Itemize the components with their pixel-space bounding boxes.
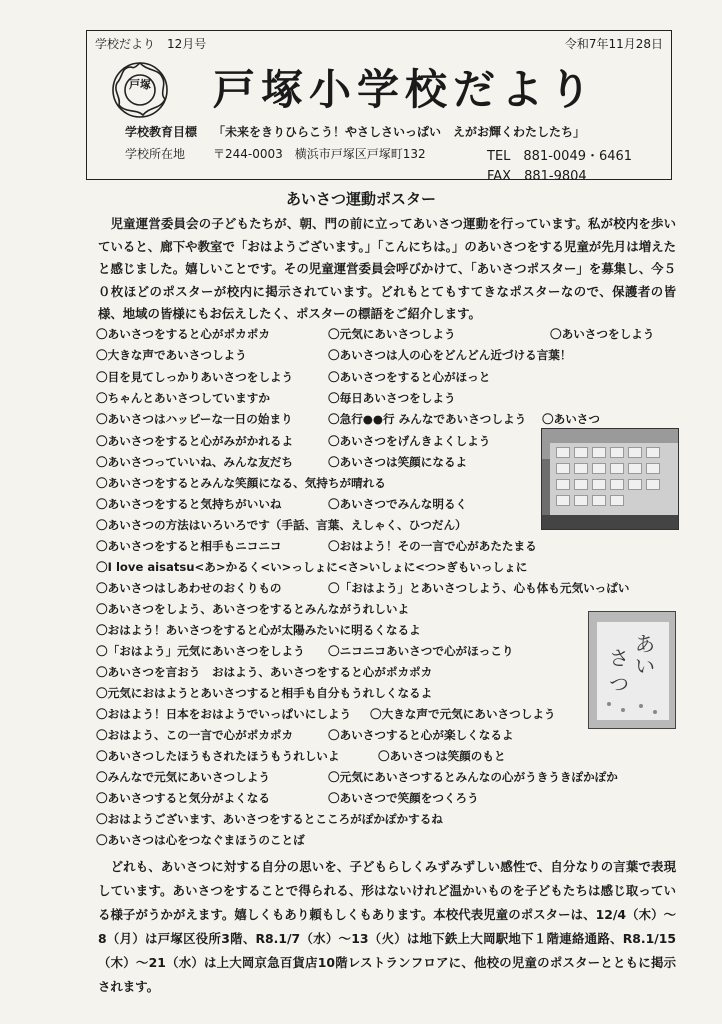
poster-thumb bbox=[610, 479, 624, 490]
poster-thumb bbox=[574, 495, 588, 506]
slogan-item: 〇I love aisatsu<あ>かるく<い>っしょに<さ>いしょに<つ>ぎもいっしょに bbox=[96, 560, 528, 574]
poster-thumb bbox=[646, 463, 660, 474]
poster-glyph: い bbox=[635, 654, 655, 678]
poster-decoration bbox=[653, 710, 657, 714]
slogan-item: 〇あいさつを言おう おはよう、あいさつをすると心がポカポカ bbox=[96, 665, 433, 679]
fax: FAX 881-9804 bbox=[487, 169, 587, 184]
poster-thumb bbox=[556, 479, 570, 490]
poster-thumb bbox=[556, 463, 570, 474]
poster-glyph: さ bbox=[609, 646, 629, 670]
slogan-item: 〇毎日あいさつをしよう bbox=[328, 391, 456, 405]
poster-decoration bbox=[621, 708, 625, 712]
slogan-item: 〇元気にあいさつするとみんなの心がうきうきぽかぽか bbox=[328, 770, 618, 784]
poster-glyph: あ bbox=[635, 632, 655, 656]
slogan-item: 〇あいさつをすると心がポカポカ bbox=[96, 327, 270, 341]
emblem-text: 戸塚 bbox=[129, 78, 151, 91]
slogan-item: 〇「おはよう」元気にあいさつをしよう bbox=[96, 644, 305, 658]
slogan-item: 〇ニコニコあいさつで心がほっこり bbox=[328, 644, 514, 658]
article-title: あいさつ運動ポスター bbox=[285, 190, 436, 208]
goal-label: 学校教育目標 bbox=[125, 125, 198, 139]
slogan-item: 〇あいさつっていいね、みんな友だち bbox=[96, 455, 293, 469]
issue-label: 学校だより 12月号 bbox=[95, 37, 207, 51]
poster-decoration bbox=[639, 704, 643, 708]
poster-thumb bbox=[556, 495, 570, 506]
poster-thumb bbox=[574, 447, 588, 458]
poster-thumb bbox=[646, 447, 660, 458]
slogan-item: 〇大きな声であいさつしよう bbox=[96, 348, 247, 362]
photo-floor bbox=[542, 515, 679, 530]
newsletter-title: 戸塚小学校だより bbox=[213, 65, 598, 114]
article-intro: 児童運営委員会の子どもたちが、朝、門の前に立ってあいさつ運動を行っています。私が校内を歩いていると、廊下や教室で「おはようございます。」「こんにちは。」のあいさつをする児童が先月は増えたと感じました。嬉しいことです。その児童運営委員会呼びかけて、「あいさつポスター」を募集し、今５０枚ほどのポスターが校内に掲示されています。どれもとてもすてきなポスターなので、保護者の皆様、地域の皆様にもお伝えしたく、ポスターの標語をご紹介します。 bbox=[98, 216, 676, 321]
address-label: 学校所在地 bbox=[125, 147, 186, 161]
poster-thumb bbox=[628, 479, 642, 490]
slogan-item: 〇みんなで元気にあいさつしよう bbox=[96, 770, 270, 784]
slogan-item: 〇あいさつをすると相手もニコニコ bbox=[96, 539, 282, 553]
slogan-item: 〇元気にあいさつしよう bbox=[328, 327, 456, 341]
slogan-item: 〇おはよう！あいさつをすると心が太陽みたいに明るくなるよ bbox=[96, 623, 421, 637]
poster-thumb bbox=[592, 463, 606, 474]
hallway-poster-wall-photo bbox=[541, 428, 679, 530]
slogan-item: 〇あいさつすると気分がよくなる bbox=[96, 791, 270, 805]
slogan-item: 〇あいさつをすると心がみがかれるよ bbox=[96, 434, 294, 448]
slogan-item: 〇元気におはようとあいさつすると相手も自分もうれしくなるよ bbox=[96, 686, 433, 700]
slogan-item: 〇あいさつ bbox=[542, 412, 600, 426]
issue-date: 令和7年11月28日 bbox=[564, 37, 663, 51]
poster-thumb bbox=[574, 463, 588, 474]
slogan-item: 〇あいさつをしよう bbox=[550, 327, 655, 341]
slogan-item: 〇ちゃんとあいさつしていますか bbox=[96, 391, 270, 405]
slogan-item: 〇あいさつをすると気持ちがいいね bbox=[96, 497, 282, 511]
slogan-item: 〇あいさつをするとみんな笑顔になる、気持ちが晴れる bbox=[96, 476, 386, 490]
aisatsu-poster-photo bbox=[588, 611, 676, 729]
slogan-item: 〇あいさつはハッピーな一日の始まり bbox=[96, 412, 293, 426]
slogan-item: 〇目を見てしっかりあいさつをしよう bbox=[96, 370, 294, 384]
poster-thumb bbox=[592, 479, 606, 490]
slogan-item: 〇あいさつをすると心がほっと bbox=[328, 370, 491, 384]
goal-text: 「未来をきりひらこう！やさしさいっぱい えがお輝くわたしたち」 bbox=[213, 125, 586, 139]
article-closing: どれも、あいさつに対する自分の思いを、子どもらしくみずみずしい感性で、自分なりの言葉で表現しています。あいさつをすることで得られる、形はないけれど温かいものを子どもたちは感じ取っている様子がうかがえます。嬉しくもあり頼もしくもあります。本校代表児童のポスターは、12/4（木）～8（月）は戸塚区役所3階、R8.1/7（水）～13（火）は地下鉄上大岡駅地下１階連絡通路、R8.1/15（木）～21（水）は上大岡京急百貨店10階レストランフロアに、他校の児童のポスターとともに掲示されます。 bbox=[98, 859, 676, 994]
slogan-item: 〇あいさつしたほうもされたほうもうれしいよ bbox=[96, 749, 340, 763]
slogan-item: 〇あいさつでみんな明るく bbox=[328, 497, 468, 511]
address-text: 〒244-0003 横浜市戸塚区戸塚町132 bbox=[213, 147, 426, 161]
slogan-item: 〇あいさつは心をつなぐまほうのことば bbox=[96, 833, 305, 847]
poster-thumb bbox=[556, 447, 570, 458]
slogan-item: 〇「おはよう」とあいさつしよう、心も体も元気いっぱい bbox=[328, 581, 630, 595]
slogan-item: 〇おはよう！その一言で心があたたまる bbox=[328, 539, 537, 553]
slogan-item: 〇あいさつは人の心をどんどん近づける言葉！ bbox=[328, 348, 572, 362]
poster-thumb bbox=[646, 479, 660, 490]
slogan-item: 〇あいさつで笑顔をつくろう bbox=[328, 791, 479, 805]
poster-thumb bbox=[592, 447, 606, 458]
poster-thumb bbox=[592, 495, 606, 506]
school-emblem-icon bbox=[109, 59, 171, 121]
slogan-item: 〇急行●●行 みんなであいさつしよう bbox=[328, 412, 527, 426]
slogan-item: 〇あいさつの方法はいろいろです（手話、言葉、えしゃく、ひつだん） bbox=[96, 518, 467, 532]
slogan-item: 〇おはよう！日本をおはようでいっぱいにしよう bbox=[96, 707, 352, 721]
slogan-item: 〇あいさつはしあわせのおくりもの bbox=[96, 581, 282, 595]
slogan-item: 〇おはよう、この一言で心がポカポカ bbox=[96, 728, 294, 742]
slogan-item: 〇あいさつは笑顔になるよ bbox=[328, 455, 468, 469]
poster-glyph: つ bbox=[609, 672, 629, 696]
poster-decoration bbox=[607, 702, 611, 706]
telephone: TEL 881-0049・6461 bbox=[487, 149, 633, 164]
slogan-item: 〇あいさつをげんきよくしよう bbox=[328, 434, 491, 448]
masthead bbox=[86, 30, 672, 184]
poster-thumb bbox=[610, 447, 624, 458]
slogan-item: 〇あいさつすると心が楽しくなるよ bbox=[328, 728, 514, 742]
slogan-item: 〇大きな声で元気にあいさつしよう bbox=[370, 707, 556, 721]
slogan-item: 〇あいさつをしよう、あいさつをするとみんながうれしいよ bbox=[96, 602, 410, 616]
slogan-item: 〇おはようございます、あいさつをするとこころがぽかぽかするね bbox=[96, 812, 443, 826]
poster-thumb bbox=[610, 463, 624, 474]
poster-thumb bbox=[574, 479, 588, 490]
slogan-item: 〇あいさつは笑顔のもと bbox=[378, 749, 506, 763]
poster-thumb bbox=[610, 495, 624, 506]
poster-thumb bbox=[628, 447, 642, 458]
poster-thumb bbox=[628, 463, 642, 474]
